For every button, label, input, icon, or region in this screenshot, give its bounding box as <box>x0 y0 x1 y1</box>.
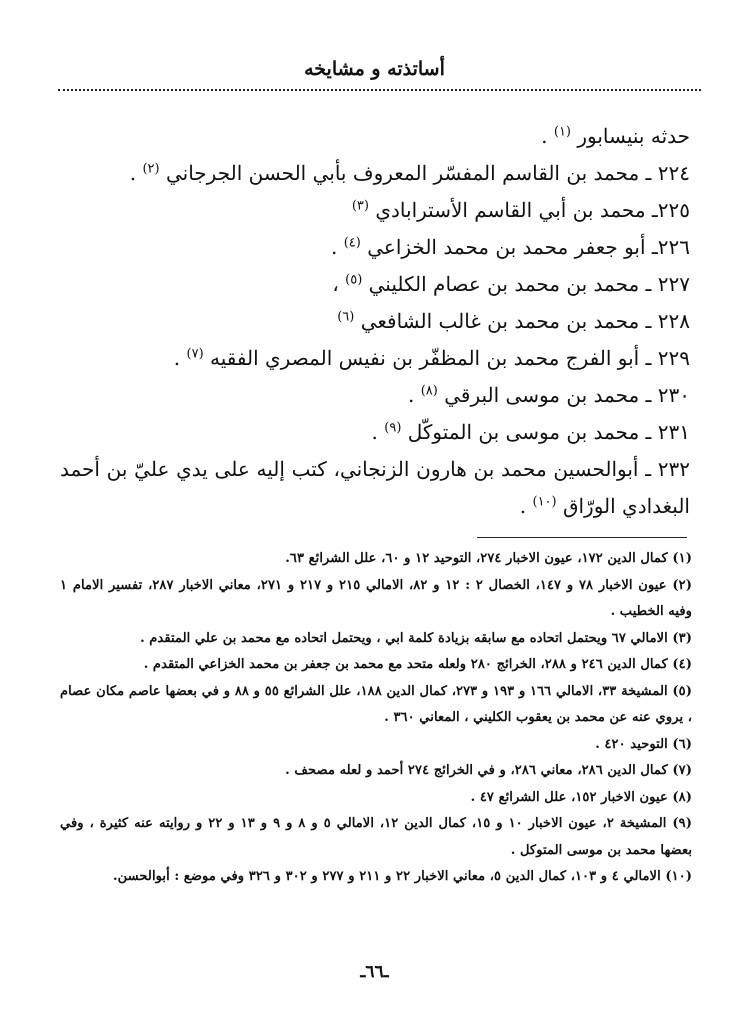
header-divider <box>58 89 701 91</box>
entry-end: . <box>129 161 137 185</box>
entry-text: ٢٣١ ـ محمد بن موسى بن المتوكّل <box>407 420 690 444</box>
entry-end: . <box>371 420 378 444</box>
intro-text: حدثه بنيسابور <box>577 124 690 148</box>
footnote: (٤) كمال الدين ٢٤٦ و ٢٨٨، الخرائج ٢٨٠ ولعله متحد مع محمد بن جعفر بن محمد الخزاعي المتقدم . <box>143 657 692 672</box>
entry-line <box>60 303 690 340</box>
footnote-ref: (٨) <box>420 383 438 399</box>
entry-text: ٢٢٩ ـ أبو الفرج محمد بن المظفّر بن نفيس المصري الفقيه <box>210 346 690 370</box>
entry-end: ، <box>332 272 339 296</box>
footnote-ref: (٧) <box>186 346 204 362</box>
main-text <box>60 118 690 525</box>
entry-text: ٢٢٧ ـ محمد بن محمد بن عصام الكليني <box>368 272 690 296</box>
entry-line <box>60 266 690 303</box>
intro-line: حدثه بنيسابور $^{(١)}$ . <box>541 124 690 148</box>
footnote-ref: (٥) <box>345 272 363 288</box>
page-number: ـ٦٦ـ <box>360 962 389 982</box>
entry-text: ٢٢٥ـ محمد بن أبي القاسم الأسترابادي <box>375 198 690 222</box>
entry-end: . <box>408 383 415 407</box>
entry-text: ٢٢٨ ـ محمد بن محمد بن غالب الشافعي <box>360 309 690 333</box>
entry-line: ٢٣٢ ـ أبوالحسين محمد بن هارون الزنجاني، كتب إليه على يدي عليّ بن أحمد <box>60 457 690 481</box>
entry-text: ٢٢٤ ـ محمد بن القاسم المفسّر المعروف بأبي الحسن الجرجاني <box>165 161 690 185</box>
footnote: (٥) المشيخة ٣٣، الامالي ١٦٦ و ١٩٣ و ٢٧٣، كمال الدين ١٨٨، علل الشرائع ٥٥ و ٨٨ و في بعضها عاصم مكان عصام ، يروي عنه عن محمد بن يعقوب الكليني ، المعاني ٣٦٠ . <box>60 683 692 725</box>
entry-end: . <box>519 494 527 518</box>
entry-end: . <box>173 346 181 370</box>
footnote: (٢) عيون الاخبار ٧٨ و ١٤٧، الخصال ٢ : ١٢ و ٨٢، الامالي ٢١٥ و ٢١٧ و ٢٧١، معاني الاخبار ٢٨٧، تفسير الامام ١ وفيه الخطيب . <box>60 577 692 619</box>
entry-line <box>60 155 690 192</box>
footnote-ref: (٢) <box>142 161 160 177</box>
entry-end: . <box>331 235 338 259</box>
footnote-ref: (٤) <box>343 235 361 251</box>
entry-line <box>60 377 690 414</box>
entry-text: ٢٣٠ ـ محمد بن موسى البرقي <box>444 383 690 407</box>
footnotes <box>60 546 692 891</box>
footnote: (٨) عيون الاخبار ١٥٢، علل الشرائع ٤٧ . <box>470 789 692 805</box>
footnote: (٩) المشيخة ٢، عيون الاخبار ١٠ و ١٥، كمال الدين ١٢، الامالي ٥ و ٨ و ٩ و ١٣ و ٢٢ و روايته عنه كثيرة ، وفي بعضها محمد بن موسى المتوكل . <box>60 816 692 858</box>
entry-text: البغدادي الورّاق <box>562 494 690 518</box>
running-header: أساتذته و مشايخه <box>304 58 445 80</box>
footnote-ref: (٩) <box>384 420 402 436</box>
footnote-divider <box>477 537 687 538</box>
footnote-ref: (١٠) <box>532 494 557 510</box>
footnote: (١٠) الامالي ٤ و ١٠٣، كمال الدين ٥، معاني الاخبار ٢٢ و ٢١١ و ٢٧٧ و ٣٠٢ و ٣٢٦ وفي موضع : أبوالحسن. <box>113 869 692 884</box>
entry-text: ٢٢٦ـ أبو جعفر محمد بن محمد الخزاعي <box>367 235 690 259</box>
footnote: (٧) كمال الدين ٢٨٦، معاني ٢٨٦، و في الخرائج ٢٧٤ أحمد و لعله مصحف . <box>285 763 692 778</box>
footnote-ref: (٣) <box>351 198 369 214</box>
entry-line-continued <box>60 488 690 525</box>
footnote: (٦) التوحيد ٤٢٠ . <box>595 736 692 752</box>
entry-line <box>60 229 690 266</box>
entry-line <box>60 340 690 377</box>
footnote: (٣) الامالي ٦٧ ويحتمل اتحاده مع سابقه بزيادة كلمة ابي ، ويحتمل اتحاده مع محمد بن علي المتقدم . <box>140 630 692 646</box>
footnote: (١) كمال الدين ١٧٢، عيون الاخبار ٢٧٤، التوحيد ١٢ و ٦٠، علل الشرائع ٦٣. <box>285 551 692 566</box>
footnote-ref: (١) <box>553 124 571 140</box>
entry-line <box>60 192 690 229</box>
footnote-ref: (٦) <box>337 309 355 325</box>
entry-line <box>60 414 690 451</box>
